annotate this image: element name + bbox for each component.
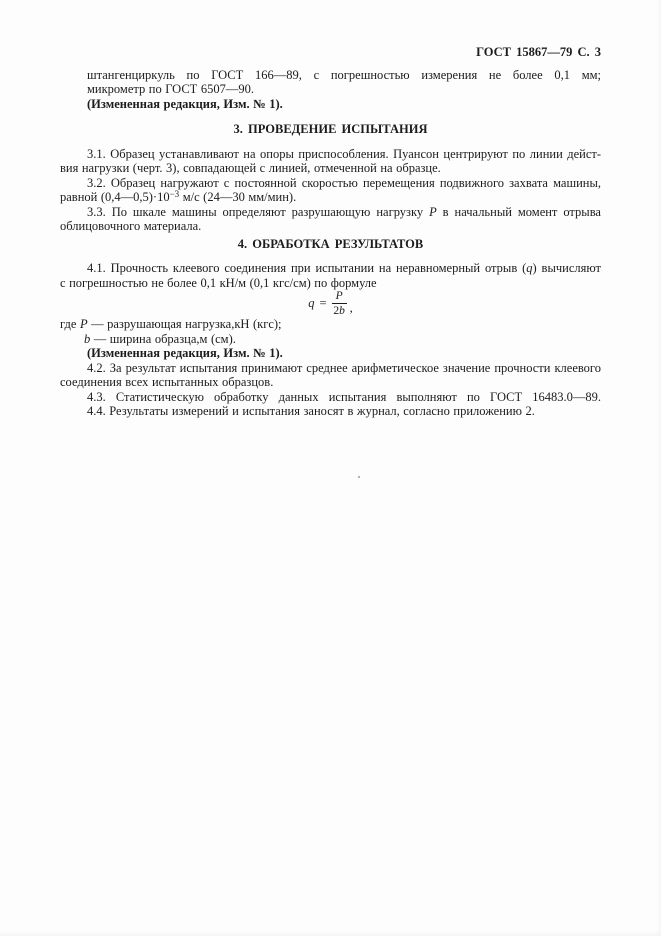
variable-b-denominator: b — [339, 305, 345, 317]
b-definition-text: — ширина образца,м (см). — [90, 331, 236, 346]
paragraph-4-3: 4.3. Статистическую обработку данных испытания выполняют по ГОСТ 16483.0—89. — [87, 389, 601, 404]
variable-P-definition: P — [79, 317, 88, 331]
page-header-label: ГОСТ 15867—79 С. 3 — [476, 45, 601, 59]
paragraph-3-2-line-1: 3.2. Образец нагружают с постоянной скоростью перемещения подвижного захвата машины, — [87, 175, 601, 190]
denominator-coefficient: 2 — [333, 305, 340, 317]
paragraph-4-1-line-1 — [60, 261, 601, 276]
speed-units-text: м/с (24—30 мм/мин). — [179, 190, 297, 204]
intro-line-micrometer: микрометр по ГОСТ 6507—90. — [87, 82, 254, 96]
paragraph-3-3-line-1 — [60, 205, 601, 220]
paragraph-3-3-text-cont: в начальный момент отрыва — [436, 204, 601, 219]
paragraph-3-2-line-2 — [60, 190, 601, 205]
section-3-heading: 3. ПРОВЕДЕНИЕ ИСПЫТАНИЯ — [233, 122, 428, 136]
where-label: где — [60, 317, 80, 331]
amended-note-section-4: (Измененная редакция, Изм. № 1). — [87, 346, 283, 360]
speed-value-text: равной (0,4—0,5)·10 — [60, 190, 170, 204]
paragraph-4-4: 4.4. Результаты измерений и испытания заносят в журнал, согласно приложению 2. — [87, 404, 535, 418]
paragraph-4-2-line-2: соединения всех испытанных образцов. — [60, 375, 274, 389]
P-definition-text: — разрушающая нагрузка,кН (кгс); — [87, 317, 282, 331]
formula-numerator-P: P — [332, 290, 347, 304]
formula-fraction — [332, 290, 347, 317]
formula — [60, 290, 601, 317]
variable-q: q — [526, 261, 533, 275]
formula-equals-sign: = — [319, 296, 327, 311]
formula-lhs-q: q — [308, 296, 315, 311]
paragraph-3-1-line-2: вия нагрузки (черт. 3), совпадающей с линией, отмеченной на образце. — [60, 161, 441, 175]
paragraph-4-1-text: 4.1. Прочность клеевого соединения при испытании на неравномерный отрыв ( — [87, 261, 527, 275]
paragraph-3-3-line-2: облицовочного материала. — [60, 219, 202, 233]
paragraph-3-3-text: 3.3. По шкале машины определяют разрушающую нагрузку — [87, 204, 430, 219]
amended-note-intro: (Измененная редакция, Изм. № 1). — [87, 96, 283, 111]
formula-trailing-comma: , — [349, 300, 353, 315]
paragraph-3-1-line-1: 3.1. Образец устанавливают на опоры приспособления. Пуансон центрируют по линии дейст- — [87, 146, 601, 161]
paragraph-4-2-line-1: 4.2. За результат испытания принимают среднее арифметическое значение прочности клеевого — [87, 360, 601, 375]
section-4-heading: 4. ОБРАБОТКА РЕЗУЛЬТАТОВ — [237, 236, 424, 251]
formula-denominator-2b — [333, 304, 345, 317]
document-content — [60, 45, 601, 419]
intro-line-calipers: штангенциркуль по ГОСТ 166—89, с погрешностью измерения не более 0,1 мм; — [87, 67, 601, 82]
paragraph-4-1-text-cont: ) вычисляют — [532, 261, 601, 275]
variable-b-definition: b — [84, 331, 91, 346]
exponent-superscript: −3 — [169, 189, 180, 199]
scan-speck-dot — [358, 476, 360, 478]
where-clause-P-line — [60, 317, 601, 332]
variable-P: P — [429, 204, 437, 219]
where-clause-b-line — [60, 332, 601, 347]
paragraph-4-1-line-2: с погрешностью не более 0,1 кН/м (0,1 кгс/см) по формуле — [60, 275, 377, 290]
